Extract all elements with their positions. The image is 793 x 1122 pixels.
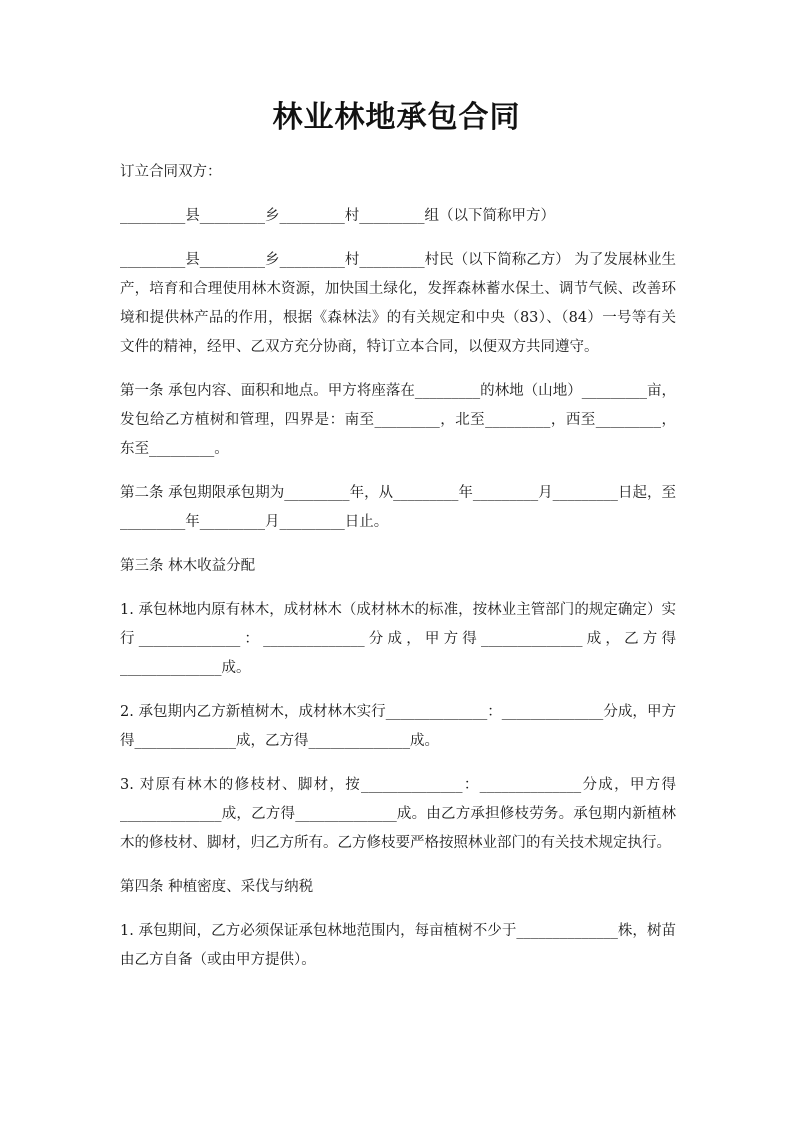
document-body — [120, 158, 676, 990]
paragraph-article-2: 第二条 承包期限承包期为_________年，从_________年_________月_________日起，至_________年_________月_________日止。 — [120, 485, 676, 530]
paragraph-parties-intro: 订立合同双方： — [120, 164, 222, 180]
paragraph-article-3-item-1: 1. 承包林地内原有林木，成材林木（成材林木的标准，按林业主管部门的规定确定）实行______________：______________分成，甲方得______________成，乙方得______________成。 — [120, 602, 676, 676]
paragraph-article-4-heading: 第四条 种植密度、采伐与纳税 — [120, 879, 314, 895]
paragraph-party-b-preamble: _________县_________乡_________村_________村民（以下简称乙方） 为了发展林业生产，培育和合理使用林木资源，加快国土绿化，发挥森林蓄水保土、调节气候、改善环境和提供林产品的作用，根据《森林法》的有关规定和中央（83）、（84）一号等有关文件的精神，经甲、乙双方充分协商，特订立本合同，以便双方共同遵守。 — [120, 252, 676, 355]
paragraph-party-a: _________县_________乡_________村_________组（以下简称甲方） — [120, 208, 555, 224]
paragraph-article-4-item-1: 1. 承包期间，乙方必须保证承包林地范围内，每亩植树不少于______________株，树苗由乙方自备（或由甲方提供）。 — [120, 923, 676, 968]
paragraph-article-3-heading: 第三条 林木收益分配 — [120, 558, 256, 574]
paragraph-article-3-item-3: 3. 对原有林木的修枝材、脚材，按______________：______________分成，甲方得______________成，乙方得______________成。由乙方承担修枝劳务。承包期内新植林木的修枝材、脚材，归乙方所有。乙方修枝要严格按照林业部门的有关技术规定执行。 — [120, 777, 676, 851]
document-title: 林业林地承包合同 — [272, 100, 521, 135]
paragraph-article-3-item-2: 2. 承包期内乙方新植树木，成材林木实行______________：______________分成，甲方得______________成，乙方得______________成。 — [120, 704, 676, 749]
paragraph-article-1: 第一条 承包内容、面积和地点。甲方将座落在_________的林地（山地）_________亩，发包给乙方植树和管理，四界是：南至_________，北至_________，西至_________，东至_________。 — [120, 383, 676, 457]
